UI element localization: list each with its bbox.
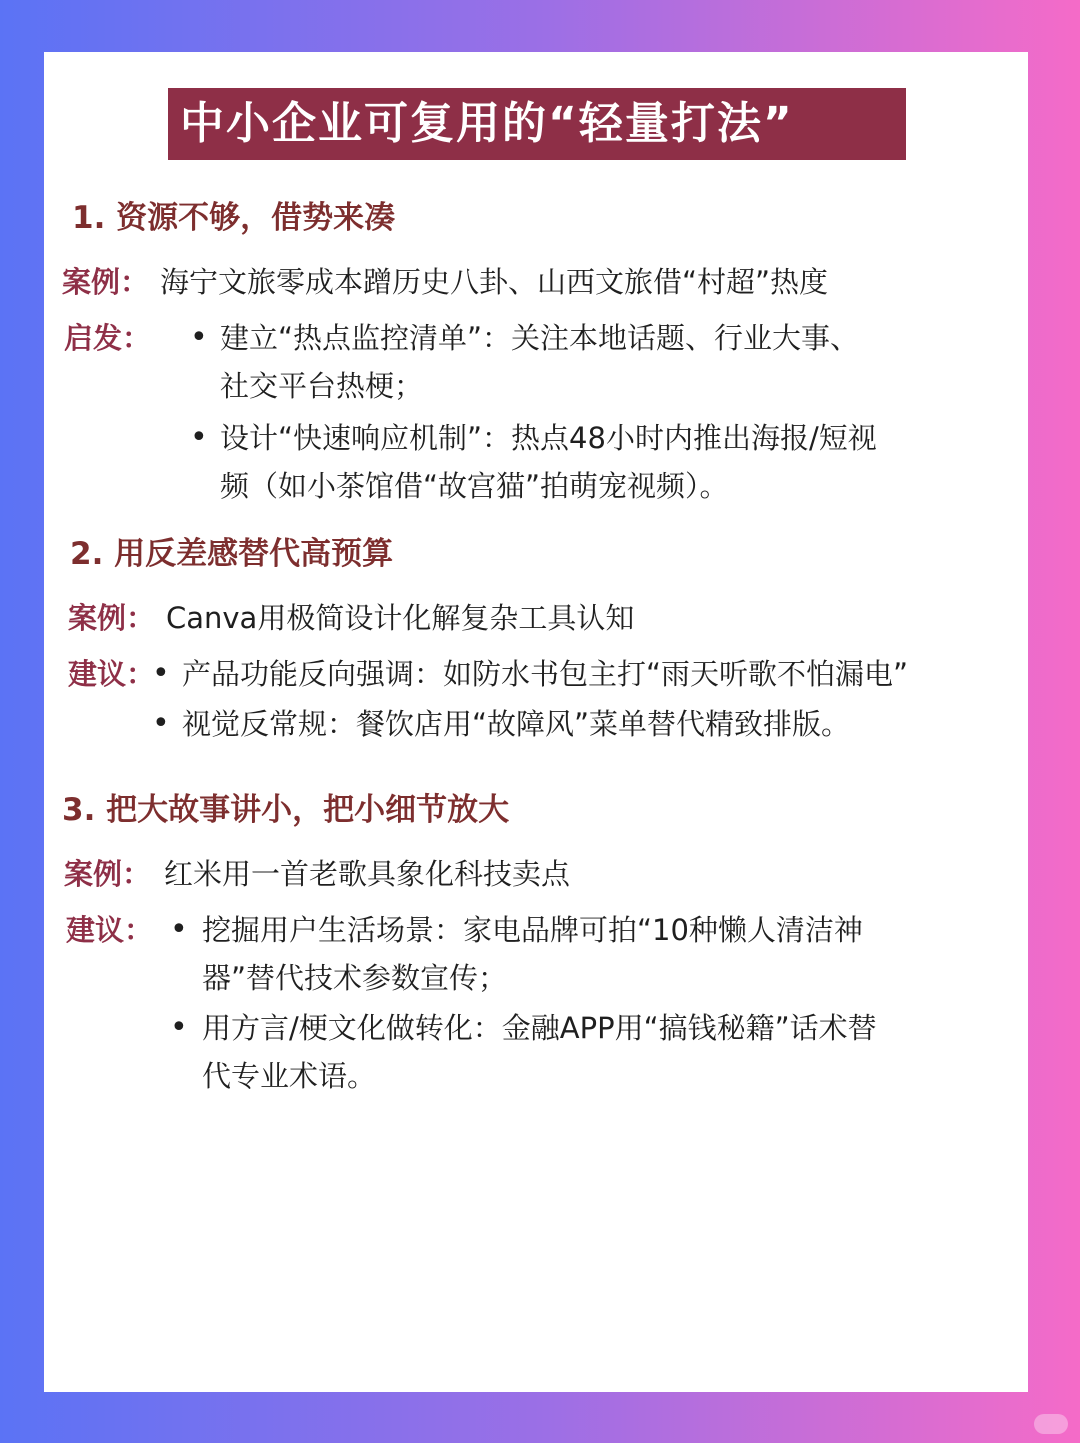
section-3-case-label: 案例： — [64, 857, 152, 891]
section-2-case-text: Canva用极简设计化解复杂工具认知 — [166, 601, 635, 635]
section-2-advice-label: 建议： — [68, 657, 156, 691]
section-1-bullet-2-line-2: 频（如小茶馆借“故宫猫”拍萌宠视频）。 — [220, 469, 729, 503]
bullet-dot: • — [170, 912, 188, 947]
section-1-bullet-2-line-1: 设计“快速响应机制”：热点48小时内推出海报/短视 — [220, 421, 877, 455]
section-3-bullet-2-line-2: 代专业术语。 — [202, 1059, 377, 1093]
page-title: 中小企业可复用的“轻量打法” — [168, 88, 906, 160]
bullet-dot: • — [190, 320, 208, 355]
bullet-dot: • — [152, 706, 170, 741]
section-2-bullet-1-line-1: 产品功能反向强调：如防水书包主打“雨天听歌不怕漏电” — [182, 657, 909, 691]
section-1-advice-label: 启发： — [64, 321, 152, 355]
section-2-bullet-2-line-1: 视觉反常规：餐饮店用“故障风”菜单替代精致排版。 — [182, 707, 851, 741]
bullet-dot: • — [170, 1010, 188, 1045]
section-3-heading: 3. 把大故事讲小，把小细节放大 — [62, 792, 510, 828]
section-1-bullet-1-line-2: 社交平台热梗； — [220, 369, 424, 403]
section-1-case-text: 海宁文旅零成本蹭历史八卦、山西文旅借“村超”热度 — [160, 265, 829, 299]
bullet-dot: • — [152, 656, 170, 691]
section-3-bullet-1-line-2: 器”替代技术参数宣传； — [202, 961, 508, 995]
section-3-case-text: 红米用一首老歌具象化科技卖点 — [164, 857, 571, 891]
watermark-badge — [1034, 1414, 1068, 1434]
section-2-case-label: 案例： — [68, 601, 156, 635]
section-2-heading: 2. 用反差感替代高预算 — [70, 536, 394, 572]
section-1-heading: 1. 资源不够，借势来凑 — [72, 200, 396, 236]
section-3-bullet-1-line-1: 挖掘用户生活场景：家电品牌可拍“10种懒人清洁神 — [202, 913, 863, 947]
section-1-bullet-1-line-1: 建立“热点监控清单”：关注本地话题、行业大事、 — [220, 321, 860, 355]
section-3-bullet-2-line-1: 用方言/梗文化做转化：金融APP用“搞钱秘籍”话术替 — [202, 1011, 877, 1045]
section-1-case-label: 案例： — [62, 265, 150, 299]
bullet-dot: • — [190, 420, 208, 455]
section-3-advice-label: 建议： — [66, 913, 154, 947]
content-card — [44, 52, 1028, 1392]
